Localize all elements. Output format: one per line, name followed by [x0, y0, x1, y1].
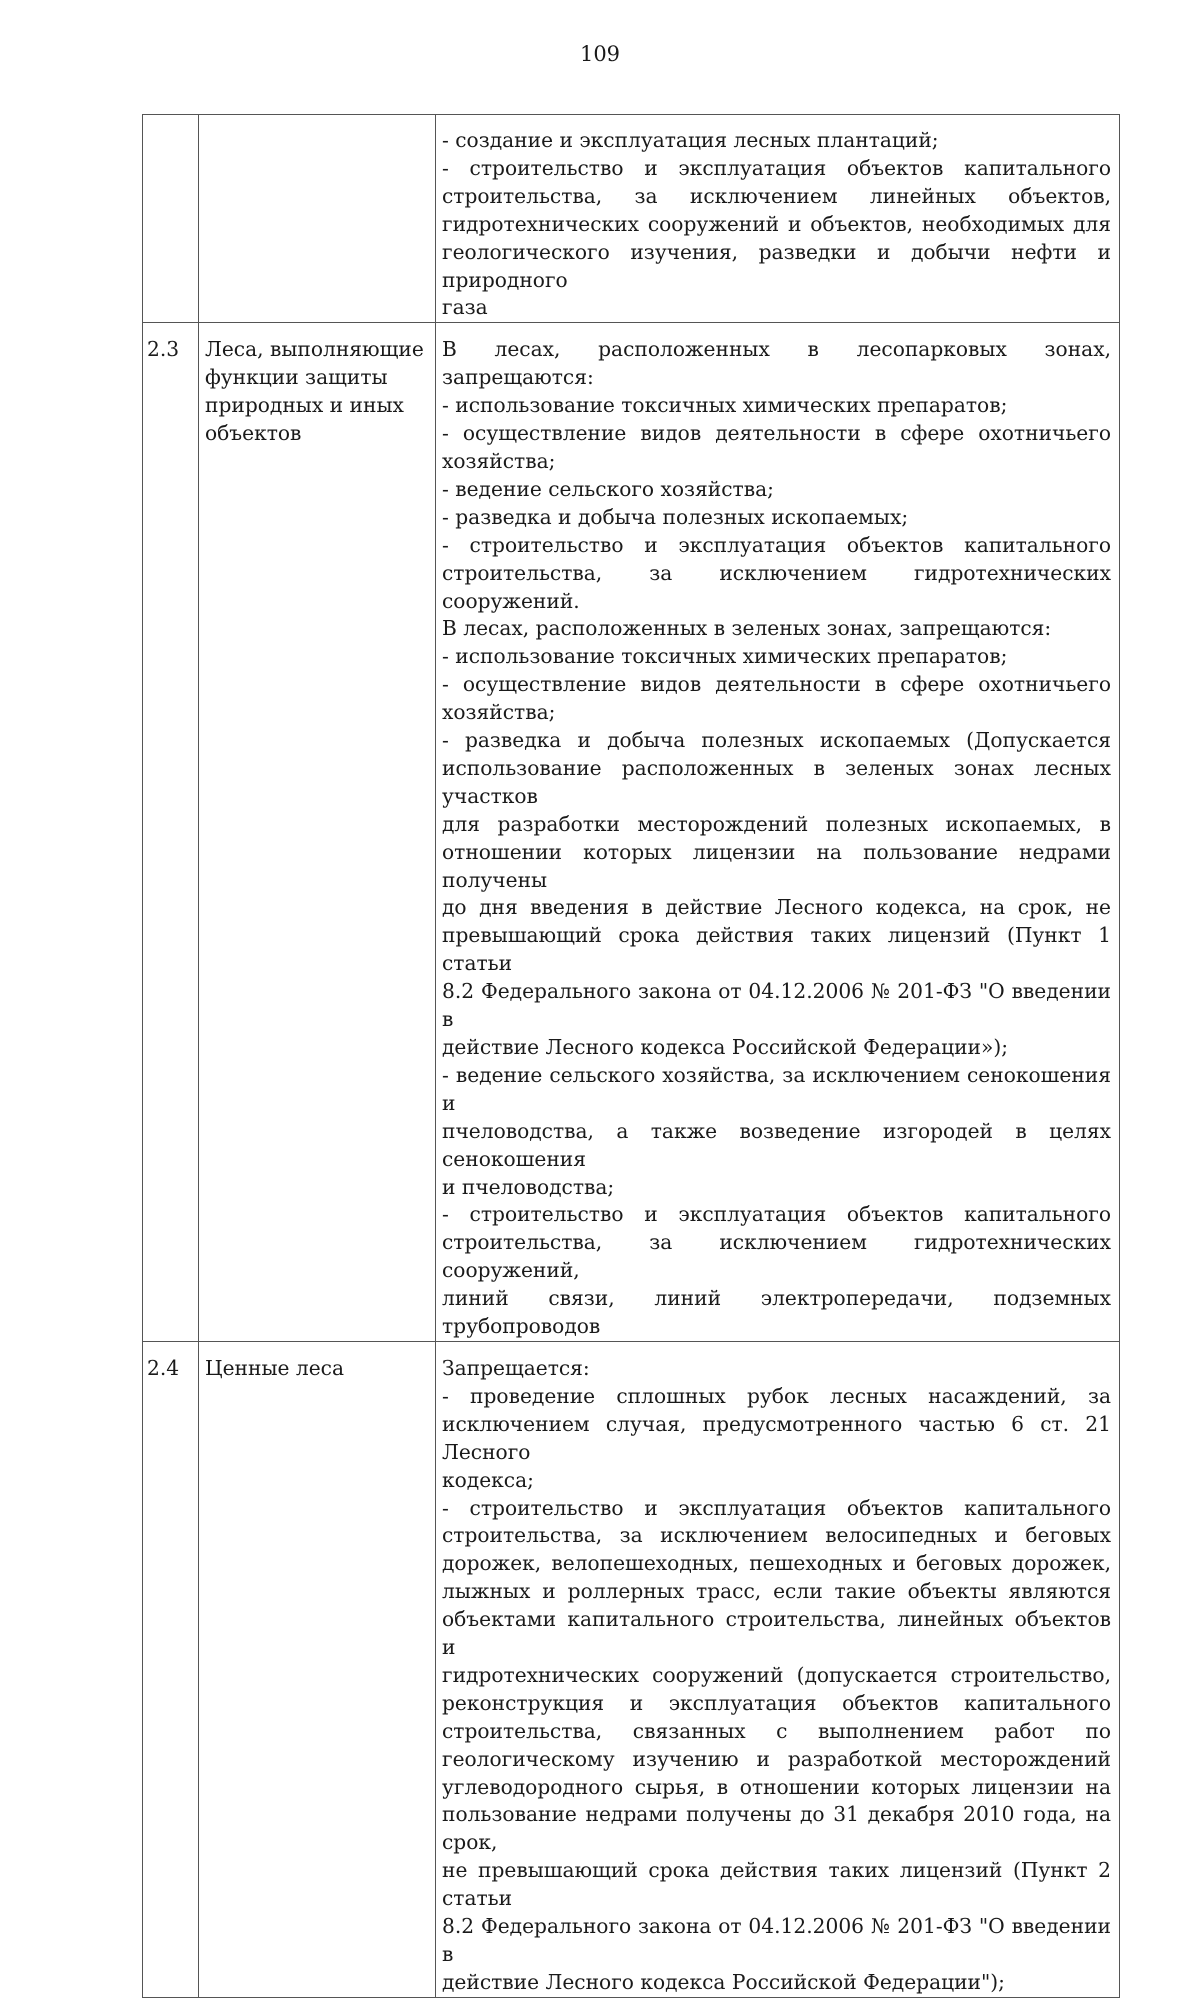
- text-line: действие Лесного кодекса Российской Федерации");: [442, 1969, 1005, 1994]
- text-line: кодекса;: [442, 1467, 534, 1492]
- text-line: для разработки месторождений полезных ископаемых, в: [442, 811, 1111, 836]
- text-line: дорожек, велопешеходных, пешеходных и беговых дорожек,: [442, 1551, 1111, 1576]
- restrictions-cell: [436, 1341, 1120, 1997]
- text-line: - строительство и эксплуатация объектов капитального: [442, 1202, 1111, 1227]
- row-number-cell: 2.4: [143, 1341, 199, 1997]
- text-line: реконструкция и эксплуатация объектов капитального: [442, 1690, 1111, 1715]
- text-line: Запрещается:: [442, 1355, 590, 1380]
- text-line: строительства, за исключением линейных объектов,: [442, 183, 1111, 208]
- text-line: - использование токсичных химических препаратов;: [442, 644, 1008, 669]
- text-line: гидротехнических сооружений (допускается строительство,: [442, 1662, 1111, 1687]
- text-line: - ведение сельского хозяйства, за исключением сенокошения и: [442, 1062, 1111, 1115]
- text-line: строительства, за исключением гидротехнических сооружений,: [442, 1230, 1111, 1283]
- text-line: - строительство и эксплуатация объектов капитального: [442, 1495, 1111, 1520]
- restrictions-cell: [436, 323, 1120, 1342]
- text-line: В лесах, расположенных в лесопарковых зонах, запрещаются:: [442, 337, 1111, 390]
- text-line: 8.2 Федерального закона от 04.12.2006 № 201-ФЗ "О введении в: [442, 979, 1111, 1032]
- row-number-cell: [143, 115, 199, 323]
- row-number-cell: 2.3: [143, 323, 199, 1342]
- text-line: пчеловодства, а также возведение изгородей в целях сенокошения: [442, 1118, 1111, 1171]
- text-line: геологического изучения, разведки и добычи нефти и природного: [442, 239, 1111, 292]
- forest-category-cell: [199, 115, 436, 323]
- text-line: строительства, за исключением гидротехнических сооружений.: [442, 560, 1111, 613]
- text-line: углеводородного сырья, в отношении которых лицензии на: [442, 1774, 1111, 1799]
- text-line: до дня введения в действие Лесного кодекса, на срок, не: [442, 895, 1111, 920]
- forest-category-cell: Ценные леса: [199, 1341, 436, 1997]
- text-line: газа: [442, 295, 488, 320]
- table-row: [143, 323, 1120, 1342]
- text-line: пользование недрами получены до 31 декабря 2010 года, на срок,: [442, 1802, 1111, 1855]
- text-line: - строительство и эксплуатация объектов капитального: [442, 155, 1111, 180]
- text-line: - осуществление видов деятельности в сфере охотничьего: [442, 672, 1111, 697]
- text-line: - использование токсичных химических препаратов;: [442, 393, 1008, 418]
- text-line: гидротехнических сооружений и объектов, необходимых для: [442, 211, 1111, 236]
- regulations-table: [142, 114, 1120, 1998]
- text-line: исключением случая, предусмотренного частью 6 ст. 21 Лесного: [442, 1411, 1111, 1464]
- text-line: - разведка и добыча полезных ископаемых (Допускается: [442, 728, 1111, 753]
- text-line: геологическому изучению и разработкой месторождений: [442, 1746, 1111, 1771]
- text-line: 8.2 Федерального закона от 04.12.2006 № 201-ФЗ "О введении в: [442, 1914, 1111, 1966]
- text-line: - осуществление видов деятельности в сфере охотничьего: [442, 421, 1111, 446]
- table-row: [143, 1341, 1120, 1997]
- text-line: - разведка и добыча полезных ископаемых;: [442, 504, 909, 529]
- text-line: отношении которых лицензии на пользование недрами получены: [442, 839, 1111, 892]
- table-row: [143, 115, 1120, 323]
- page-number: 109: [579, 42, 621, 66]
- forest-category-cell: Леса, выполняющие функции защиты природных и иных объектов: [199, 323, 436, 1342]
- text-line: В лесах, расположенных в зеленых зонах, запрещаются:: [442, 616, 1052, 641]
- text-line: использование расположенных в зеленых зонах лесных участков: [442, 755, 1111, 808]
- restrictions-cell: [436, 115, 1120, 323]
- text-line: линий связи, линий электропередачи, подземных трубопроводов: [442, 1286, 1111, 1339]
- text-line: превышающий срока действия таких лицензий (Пункт 1 статьи: [442, 923, 1111, 976]
- text-line: действие Лесного кодекса Российской Федерации»);: [442, 1035, 1009, 1059]
- text-line: - проведение сплошных рубок лесных насаждений, за: [442, 1383, 1111, 1408]
- text-line: хозяйства;: [442, 700, 556, 725]
- text-line: и пчеловодства;: [442, 1174, 615, 1199]
- text-line: хозяйства;: [442, 448, 556, 473]
- text-line: объектами капитального строительства, линейных объектов и: [442, 1607, 1111, 1660]
- text-line: - ведение сельского хозяйства;: [442, 476, 774, 501]
- text-line: строительства, связанных с выполнением работ по: [442, 1718, 1111, 1743]
- text-line: - строительство и эксплуатация объектов капитального: [442, 532, 1111, 557]
- text-line: лыжных и роллерных трасс, если такие объекты являются: [442, 1579, 1111, 1604]
- text-line: строительства, за исключением велосипедных и беговых: [442, 1523, 1111, 1548]
- text-line: не превышающий срока действия таких лицензий (Пункт 2 статьи: [442, 1858, 1111, 1911]
- text-line: - создание и эксплуатация лесных плантаций;: [442, 128, 939, 152]
